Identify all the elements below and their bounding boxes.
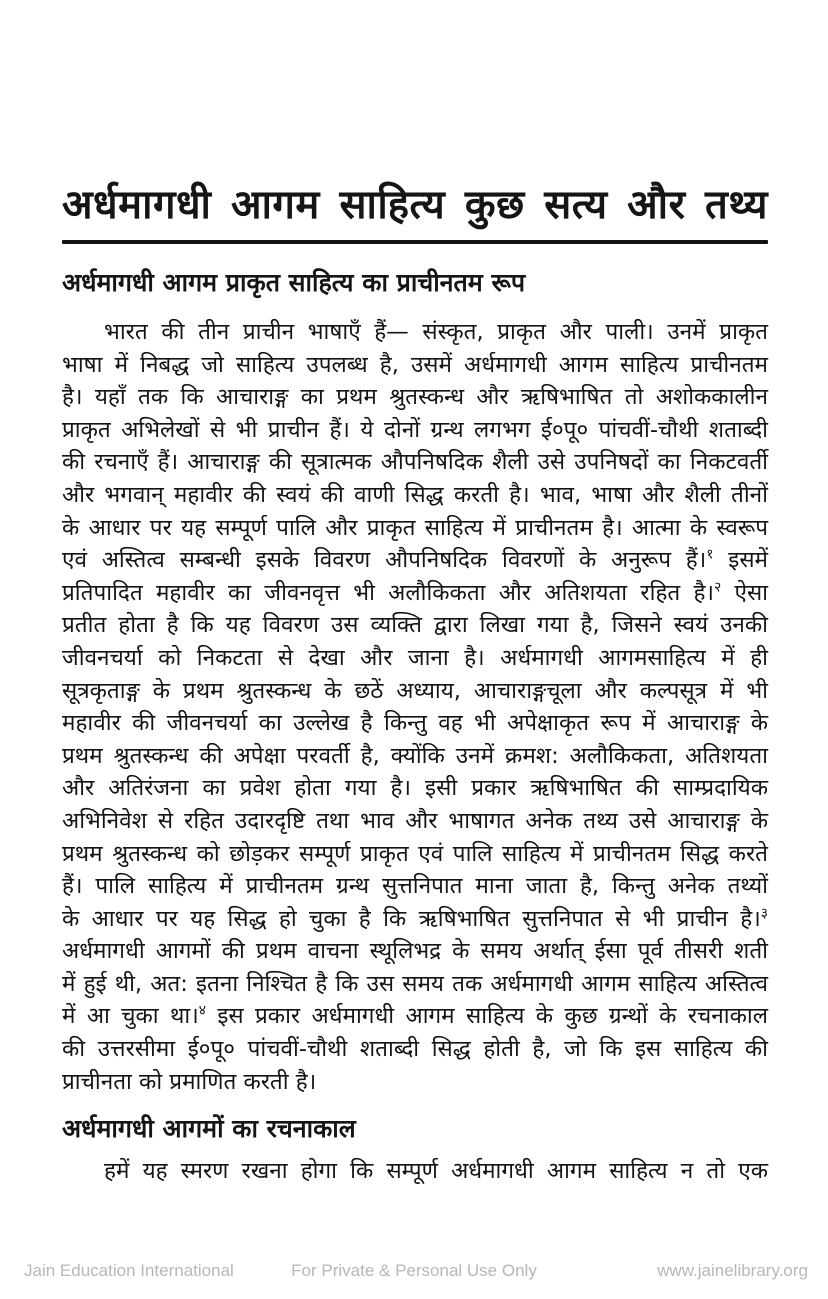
text-line: भाषा में निबद्ध जो साहित्य उपलब्ध है, उसमें अर्धमागधी आगम साहित्य प्राचीनतम — [62, 351, 768, 378]
text-line: जीवनचर्या को निकटता से देखा और जाना है। अर्धमागधी आगमसाहित्य में ही — [62, 644, 768, 671]
text-line: प्रथम श्रुतस्कन्ध की अपेक्षा परवर्ती है, क्योंकि उनमें क्रमश: अलौकिकता, अतिशयता — [62, 742, 768, 769]
footnote-reference: ४ — [198, 1002, 206, 1019]
section2-paragraph — [62, 1155, 768, 1188]
text-line: के आधार पर यह सम्पूर्ण पालि और प्राकृत साहित्य में प्राचीनतम है। आत्मा के स्वरूप — [62, 514, 768, 541]
title-rule — [62, 240, 768, 244]
text-line: सूत्रकृताङ्ग के प्रथम श्रुतस्कन्ध के छठें अध्याय, आचाराङ्गचूला और कल्पसूत्र में भी — [62, 677, 768, 704]
text-line: प्रतीत होता है कि यह विवरण उस व्यक्ति द्वारा लिखा गया है, जिसने स्वयं उनकी — [62, 612, 768, 639]
text-line: में आ चुका था।$^४$ इस प्रकार अर्धमागधी आगम साहित्य के कुछ ग्रन्थों के रचनाकाल — [62, 1002, 768, 1030]
text-line: में हुई थी, अत: इतना निश्चित है कि उस समय तक अर्धमागधी आगम साहित्य अस्तित्व — [62, 970, 768, 997]
text-line: हैं। पालि साहित्य में प्राचीनतम ग्रन्थ सुत्तनिपात माना जाता है, किन्तु अनेक तथ्यों — [62, 873, 768, 900]
text-line: हमें यह स्मरण रखना होगा कि सम्पूर्ण अर्धमागधी आगम साहित्य न तो एक — [104, 1158, 768, 1185]
text-line: की उत्तरसीमा ई०पू० पांचवीं-चौथी शताब्दी सिद्ध होती है, जो कि इस साहित्य की — [62, 1036, 768, 1063]
text-line: की रचनाएँ हैं। आचाराङ्ग की सूत्रात्मक औपनिषदिक शैली उसे उपनिषदों का निकटवर्ती — [62, 449, 768, 476]
text-line: है। यहाँ तक कि आचाराङ्ग का प्रथम श्रुतस्कन्ध और ऋषिभाषित तो अशोककालीन — [62, 384, 768, 411]
text-line: प्राकृत अभिलेखों से भी प्राचीन हैं। ये दोनों ग्रन्थ लगभग ई०पू० पांचवीं-चौथी शताब्दी — [62, 416, 768, 443]
text-line: प्राचीनता को प्रमाणित करती है। — [62, 1068, 317, 1095]
text-line: प्रथम श्रुतस्कन्ध को छोड़कर सम्पूर्ण प्राकृत एवं पालि साहित्य में प्राचीनतम सिद्ध करते — [62, 840, 768, 867]
footer-publisher-text: Jain Education International — [24, 1261, 234, 1280]
footnote-reference: २ — [713, 579, 722, 596]
text-line: और अतिरंजना का प्रवेश होता गया है। इसी प्रकार ऋषिभाषित की साम्प्रदायिक — [62, 775, 768, 802]
page-title: अर्धमागधी आगम साहित्य कुछ सत्य और तथ्य — [62, 182, 768, 228]
text-line: प्रतिपादित महावीर का जीवनवृत्त भी अलौकिकता और अतिशयता रहित है।$^२$ ऐसा — [62, 579, 768, 606]
text-line: महावीर की जीवनचर्या का उल्लेख है किन्तु वह भी अपेक्षाकृत रूप में आचाराङ्ग के — [62, 710, 768, 737]
text-line: अभिनिवेश से रहित उदारदृष्टि तथा भाव और भाषागत अनेक तथ्य उसे आचाराङ्ग के — [62, 807, 768, 834]
footer-website-text: www.jainelibrary.org — [657, 1261, 808, 1280]
footnote-reference: ३ — [760, 905, 768, 922]
page-footer — [0, 1261, 828, 1285]
text-line: भारत की तीन प्राचीन भाषाएँ हैं— संस्कृत, प्राकृत और पाली। उनमें प्राकृत — [104, 319, 768, 345]
footer-usage-text: For Private & Personal Use Only — [291, 1261, 537, 1280]
text-line: के आधार पर यह सिद्ध हो चुका है कि ऋषिभाषित सुत्तनिपात से भी प्राचीन है।$^३$ — [62, 905, 768, 932]
section1-paragraph — [62, 316, 768, 1098]
section2-heading: अर्धमागधी आगमों का रचनाकाल — [62, 1114, 356, 1144]
text-line: एवं अस्तित्व सम्बन्धी इसके विवरण औपनिषदिक विवरणों के अनुरूप हैं।$^१$ इसमें — [62, 546, 768, 574]
page-content — [62, 178, 768, 1188]
text-line: और भगवान् महावीर की स्वयं की वाणी सिद्ध करती है। भाव, भाषा और शैली तीनों — [62, 481, 768, 508]
section1-heading: अर्धमागधी आगम प्राकृत साहित्य का प्राचीनतम रूप — [62, 268, 526, 297]
text-line: अर्धमागधी आगमों की प्रथम वाचना स्थूलिभद्र के समय अर्थात् ईसा पूर्व तीसरी शती — [62, 938, 768, 965]
footnote-reference: १ — [706, 546, 714, 563]
